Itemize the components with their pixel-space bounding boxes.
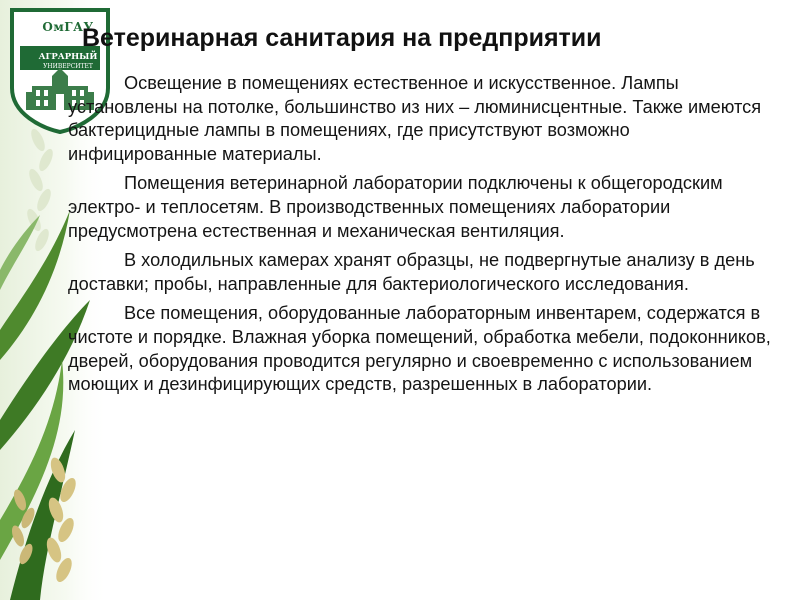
logo-abbreviation: ОмГАУ: [42, 20, 94, 34]
paragraph-lighting: Освещение в помещениях естественное и искусственное. Лампы установлены на потолке, большинство из них – люминисцентные. Также имеются бактерицидные лампы в помещениях, где присутствуют возможно инфицированные материалы.: [68, 73, 762, 164]
slide-title: Ветеринарная санитария на предприятии: [82, 24, 602, 52]
logo-line-university: УНИВЕРСИТЕТ: [43, 63, 93, 70]
paragraph-cold-storage: В холодильных камерах хранят образцы, не подвергнутые анализу в день доставки; пробы, направленные для бактериологического исследования.: [68, 250, 755, 294]
paragraph-cleaning: Все помещения, оборудованные лабораторным инвентарем, содержатся в чистоте и порядке. Влажная уборка помещений, обработка мебели, подоконников, дверей, оборудования проводится регулярно и своевременно с использованием моющих и дезинфицирующих средств, разрешенных в лаборатории.: [68, 303, 771, 395]
slide-body: [68, 72, 780, 403]
paragraph-ventilation: Помещения ветеринарной лаборатории подключены к общегородским электро- и теплосетям. В производственных помещениях лаборатории предусмотрена естественная и механическая вентиляция.: [68, 173, 723, 241]
logo-line-agrarian: АГРАРНЫЙ: [38, 52, 98, 62]
